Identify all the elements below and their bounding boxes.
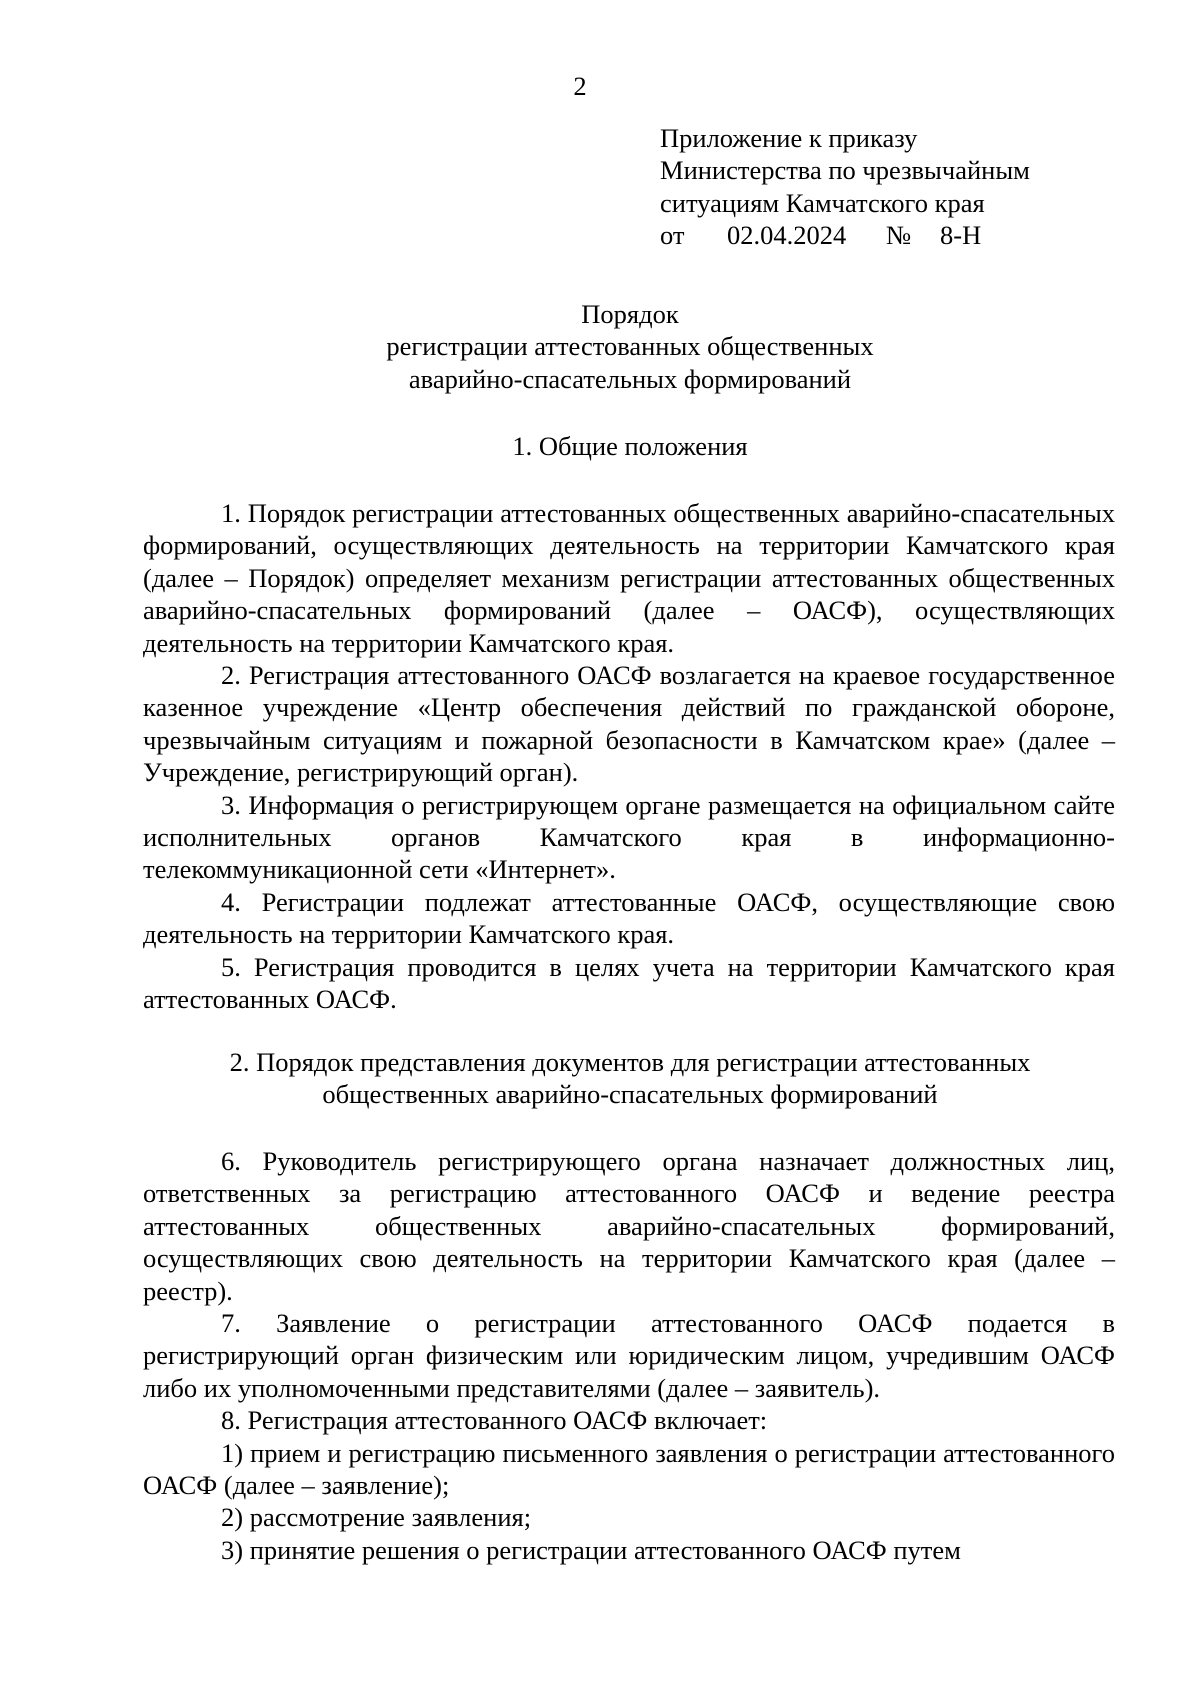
- paragraph-2: 2. Регистрация аттестованного ОАСФ возлагается на краевое государственное казенное учреждение «Центр обеспечения действий по гражданской обороне, чрезвычайным ситуациям и пожарной безопасности в Камчатском крае» (далее – Учреждение, регистрирующий орган).: [143, 660, 1115, 788]
- document-title: [0, 298, 1200, 395]
- order-number: 8-Н: [940, 220, 982, 251]
- number-sign: №: [886, 220, 912, 251]
- list-item-1: 1) прием и регистрацию письменного заявления о регистрации аттестованного ОАСФ (далее – заявление);: [143, 1437, 1115, 1501]
- approval-block: [660, 122, 1100, 252]
- date-prefix: от: [660, 220, 685, 251]
- title-line-1: Порядок: [581, 299, 679, 329]
- section-2-heading-line-1: 2. Порядок представления документов для регистрации аттестованных: [229, 1047, 1031, 1077]
- paragraph-1: 1. Порядок регистрации аттестованных общественных аварийно-спасательных формирований, осуществляющих деятельность на территории Камчатского края (далее – Порядок) определяет механизм регистрации аттестованных общественных аварийно-спасательных формирований (далее – ОАСФ), осуществляющих деятельность на территории Камчатского края.: [143, 498, 1115, 658]
- paragraph-8: 8. Регистрация аттестованного ОАСФ включает:: [221, 1405, 768, 1436]
- order-date: 02.04.2024: [727, 220, 847, 251]
- approval-order-line: [660, 219, 1100, 251]
- approval-line-2: Министерства по чрезвычайным: [660, 155, 1030, 186]
- paragraph-6: 6. Руководитель регистрирующего органа назначает должностных лиц, ответственных за регистрацию аттестованного ОАСФ и ведение реестра аттестованных общественных аварийно-спасательных формирований, осуществляющих свою деятельность на территории Камчатского края (далее – реестр).: [143, 1146, 1115, 1306]
- paragraph-7: 7. Заявление о регистрации аттестованного ОАСФ подается в регистрирующий орган физическим или юридическим лицом, учредившим ОАСФ либо их уполномоченными представителями (далее – заявитель).: [143, 1308, 1115, 1403]
- list-item-3: 3) принятие решения о регистрации аттестованного ОАСФ путем: [221, 1534, 961, 1565]
- paragraph-5: 5. Регистрация проводится в целях учета на территории Камчатского края аттестованных ОАСФ.: [143, 951, 1115, 1015]
- approval-line-3: ситуациям Камчатского края: [660, 187, 985, 218]
- title-line-2: регистрации аттестованных общественных: [386, 331, 874, 362]
- section-2-heading: [0, 1046, 1200, 1111]
- paragraph-3: 3. Информация о регистрирующем органе размещается на официальном сайте исполнительных органов Камчатского края в информационно-телекоммуникационной сети «Интернет».: [143, 789, 1115, 885]
- section-1-heading: 1. Общие положения: [512, 431, 748, 461]
- section-2-body: [143, 1145, 1115, 1566]
- title-line-3: аварийно-спасательных формирований: [408, 363, 852, 394]
- section-2-heading-line-2: общественных аварийно-спасательных формирований: [322, 1079, 938, 1110]
- list-item-2: 2) рассмотрение заявления;: [221, 1502, 532, 1533]
- section-1-body: [143, 497, 1115, 1016]
- paragraph-4: 4. Регистрации подлежат аттестованные ОАСФ, осуществляющие свою деятельность на территории Камчатского края.: [143, 886, 1115, 950]
- page-number: 2: [573, 71, 587, 101]
- approval-line-1: Приложение к приказу: [660, 123, 918, 153]
